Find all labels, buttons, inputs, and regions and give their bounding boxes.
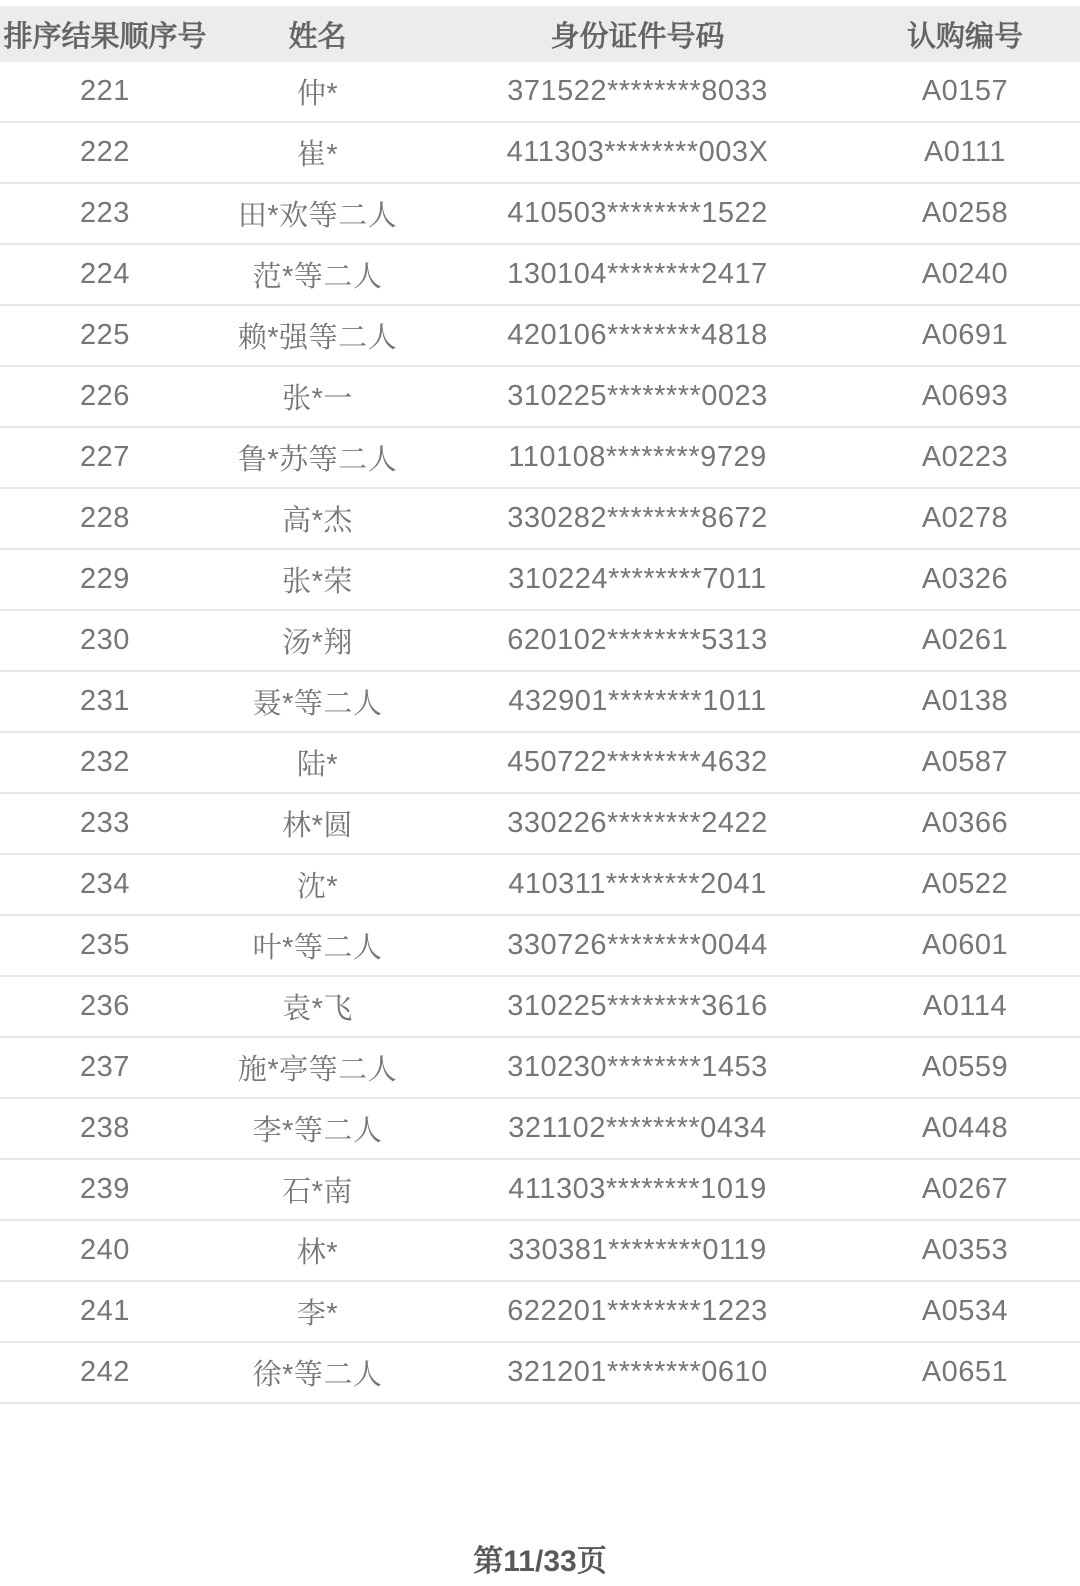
cell-name: 崔* [210,122,425,183]
table-row [0,488,1080,549]
cell-subscription-code: A0534 [850,1281,1080,1342]
cell-sequence: 232 [0,732,210,793]
cell-sequence: 221 [0,62,210,122]
table-row [0,915,1080,976]
cell-id-number: 310224********7011 [425,549,850,610]
cell-subscription-code: A0111 [850,122,1080,183]
column-header-subscription-code: 认购编号 [850,6,1080,62]
cell-id-number: 620102********5313 [425,610,850,671]
cell-id-number: 410503********1522 [425,183,850,244]
cell-subscription-code: A0240 [850,244,1080,305]
cell-sequence: 233 [0,793,210,854]
cell-id-number: 330282********8672 [425,488,850,549]
table-row [0,122,1080,183]
allocation-result-table [0,6,1080,1404]
cell-subscription-code: A0448 [850,1098,1080,1159]
cell-sequence: 241 [0,1281,210,1342]
cell-name: 仲* [210,62,425,122]
cell-subscription-code: A0559 [850,1037,1080,1098]
table-row [0,854,1080,915]
cell-id-number: 622201********1223 [425,1281,850,1342]
cell-id-number: 330726********0044 [425,915,850,976]
cell-subscription-code: A0157 [850,62,1080,122]
cell-subscription-code: A0326 [850,549,1080,610]
table-row [0,793,1080,854]
cell-subscription-code: A0691 [850,305,1080,366]
cell-name: 沈* [210,854,425,915]
cell-id-number: 310230********1453 [425,1037,850,1098]
table-row [0,1037,1080,1098]
cell-name: 鲁*苏等二人 [210,427,425,488]
cell-subscription-code: A0366 [850,793,1080,854]
cell-id-number: 432901********1011 [425,671,850,732]
cell-name: 施*亭等二人 [210,1037,425,1098]
table-row [0,732,1080,793]
cell-subscription-code: A0353 [850,1220,1080,1281]
table-row [0,1098,1080,1159]
table-row [0,549,1080,610]
cell-subscription-code: A0261 [850,610,1080,671]
table-row [0,1159,1080,1220]
cell-name: 徐*等二人 [210,1342,425,1403]
column-header-sequence: 排序结果顺序号 [0,6,210,62]
cell-name: 赖*强等二人 [210,305,425,366]
cell-subscription-code: A0258 [850,183,1080,244]
cell-id-number: 371522********8033 [425,62,850,122]
cell-name: 田*欢等二人 [210,183,425,244]
cell-name: 李* [210,1281,425,1342]
table-header-row [0,6,1080,62]
cell-subscription-code: A0522 [850,854,1080,915]
cell-name: 袁*飞 [210,976,425,1037]
cell-sequence: 240 [0,1220,210,1281]
cell-name: 陆* [210,732,425,793]
cell-name: 张*荣 [210,549,425,610]
cell-id-number: 321102********0434 [425,1098,850,1159]
cell-sequence: 237 [0,1037,210,1098]
cell-id-number: 410311********2041 [425,854,850,915]
table-row [0,976,1080,1037]
cell-name: 聂*等二人 [210,671,425,732]
table-row [0,366,1080,427]
column-header-id-number: 身份证件号码 [425,6,850,62]
cell-id-number: 330381********0119 [425,1220,850,1281]
cell-sequence: 234 [0,854,210,915]
cell-sequence: 235 [0,915,210,976]
table-row [0,183,1080,244]
cell-subscription-code: A0138 [850,671,1080,732]
table-row [0,62,1080,122]
table-row [0,1342,1080,1403]
cell-name: 张*一 [210,366,425,427]
table-row [0,244,1080,305]
cell-name: 李*等二人 [210,1098,425,1159]
cell-name: 范*等二人 [210,244,425,305]
cell-sequence: 225 [0,305,210,366]
cell-sequence: 239 [0,1159,210,1220]
cell-name: 叶*等二人 [210,915,425,976]
cell-sequence: 223 [0,183,210,244]
table-body [0,62,1080,1403]
cell-name: 石*南 [210,1159,425,1220]
cell-sequence: 222 [0,122,210,183]
cell-sequence: 226 [0,366,210,427]
cell-id-number: 310225********0023 [425,366,850,427]
cell-id-number: 130104********2417 [425,244,850,305]
cell-name: 林* [210,1220,425,1281]
cell-subscription-code: A0601 [850,915,1080,976]
table-row [0,427,1080,488]
cell-sequence: 236 [0,976,210,1037]
cell-name: 汤*翔 [210,610,425,671]
cell-subscription-code: A0693 [850,366,1080,427]
cell-sequence: 242 [0,1342,210,1403]
table-row [0,1281,1080,1342]
cell-id-number: 411303********1019 [425,1159,850,1220]
cell-id-number: 310225********3616 [425,976,850,1037]
cell-sequence: 231 [0,671,210,732]
cell-sequence: 238 [0,1098,210,1159]
cell-id-number: 321201********0610 [425,1342,850,1403]
cell-sequence: 230 [0,610,210,671]
table-row [0,305,1080,366]
cell-subscription-code: A0651 [850,1342,1080,1403]
table-row [0,1220,1080,1281]
cell-sequence: 229 [0,549,210,610]
cell-sequence: 224 [0,244,210,305]
cell-id-number: 110108********9729 [425,427,850,488]
cell-subscription-code: A0587 [850,732,1080,793]
cell-subscription-code: A0267 [850,1159,1080,1220]
table-row [0,671,1080,732]
cell-name: 林*圆 [210,793,425,854]
cell-sequence: 228 [0,488,210,549]
column-header-name: 姓名 [210,6,425,62]
cell-id-number: 411303********003X [425,122,850,183]
cell-name: 高*杰 [210,488,425,549]
cell-id-number: 420106********4818 [425,305,850,366]
table-row [0,610,1080,671]
cell-subscription-code: A0114 [850,976,1080,1037]
cell-id-number: 330226********2422 [425,793,850,854]
cell-subscription-code: A0278 [850,488,1080,549]
cell-sequence: 227 [0,427,210,488]
cell-id-number: 450722********4632 [425,732,850,793]
page-indicator: 第11/33页 [473,1545,607,1578]
cell-subscription-code: A0223 [850,427,1080,488]
